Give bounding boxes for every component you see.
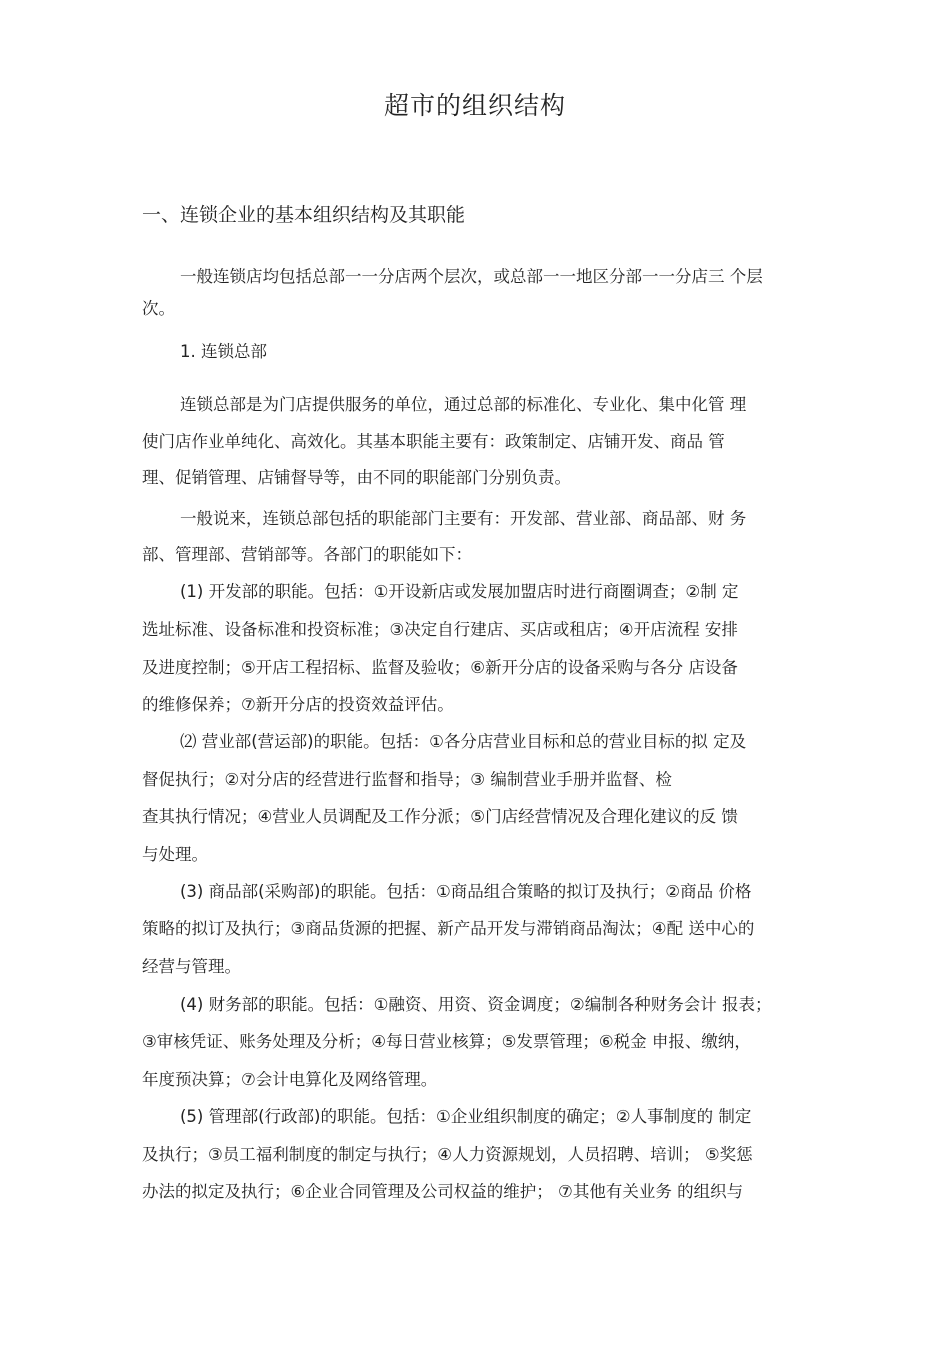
paragraph-line: (3) 商品部(采购部)的职能。包括：①商品组合策略的拟订及执行；②商品 价格 <box>180 882 752 901</box>
section-heading: 一、连锁企业的基本组织结构及其职能 <box>142 204 466 226</box>
paragraph-line: 策略的拟订及执行；③商品货源的把握、新产品开发与滞销商品淘汰；④配 送中心的 <box>142 919 755 938</box>
paragraph-line: (5) 管理部(行政部)的职能。包括：①企业组织制度的确定；②人事制度的 制定 <box>180 1107 752 1126</box>
paragraph-line: ⑵ 营业部(营运部)的职能。包括：①各分店营业目标和总的营业目标的拟 定及 <box>180 732 747 751</box>
paragraph-line: 办法的拟定及执行；⑥企业合同管理及公司权益的维护； ⑦其他有关业务 的组织与 <box>142 1182 744 1201</box>
paragraph-line: 使门店作业单纯化、高效化。其基本职能主要有：政策制定、店铺开发、商品 管 <box>142 432 725 451</box>
paragraph-line: 选址标准、设备标准和投资标准；③决定自行建店、买店或租店；④开店流程 安排 <box>142 620 738 639</box>
paragraph-line: 经营与管理。 <box>142 957 241 976</box>
paragraph-line: (4) 财务部的职能。包括：①融资、用资、资金调度；②编制各种财务会计 报表； <box>180 995 772 1014</box>
paragraph-line: 次。 <box>142 299 175 318</box>
subheading: 1. 连锁总部 <box>180 342 267 361</box>
paragraph-line: 及执行；③员工福利制度的制定与执行；④人力资源规划，人员招聘、培训； ⑤奖惩 <box>142 1145 753 1164</box>
paragraph-line: 部、管理部、营销部等。各部门的职能如下： <box>142 545 472 564</box>
paragraph-line: 一般连锁店均包括总部一一分店两个层次，或总部一一地区分部一一分店三 个层 <box>180 267 763 286</box>
page-title: 超市的组织结构 <box>383 91 566 120</box>
paragraph-line: 督促执行；②对分店的经营进行监督和指导；③ 编制营业手册并监督、检 <box>142 770 672 789</box>
paragraph-line: 查其执行情况；④营业人员调配及工作分派；⑤门店经营情况及合理化建议的反 馈 <box>142 807 738 826</box>
paragraph-line: 一般说来，连锁总部包括的职能部门主要有：开发部、营业部、商品部、财 务 <box>180 509 747 528</box>
paragraph-line: 理、促销管理、店铺督导等，由不同的职能部门分别负责。 <box>142 468 571 487</box>
paragraph-line: 与处理。 <box>142 845 208 864</box>
paragraph-line: 连锁总部是为门店提供服务的单位，通过总部的标准化、专业化、集中化管 理 <box>180 395 747 414</box>
paragraph-line: 的维修保养；⑦新开分店的投资效益评估。 <box>142 695 454 714</box>
paragraph-line: 及进度控制；⑤开店工程招标、监督及验收；⑥新开分店的设备采购与各分 店设备 <box>142 658 738 677</box>
paragraph-line: ③审核凭证、账务处理及分析；④每日营业核算；⑤发票管理；⑥税金 申报、缴纳， <box>142 1032 751 1051</box>
paragraph-line: 年度预决算；⑦会计电算化及网络管理。 <box>142 1070 438 1089</box>
paragraph-line: (1) 开发部的职能。包括：①开设新店或发展加盟店时进行商圈调查；②制 定 <box>180 582 739 601</box>
